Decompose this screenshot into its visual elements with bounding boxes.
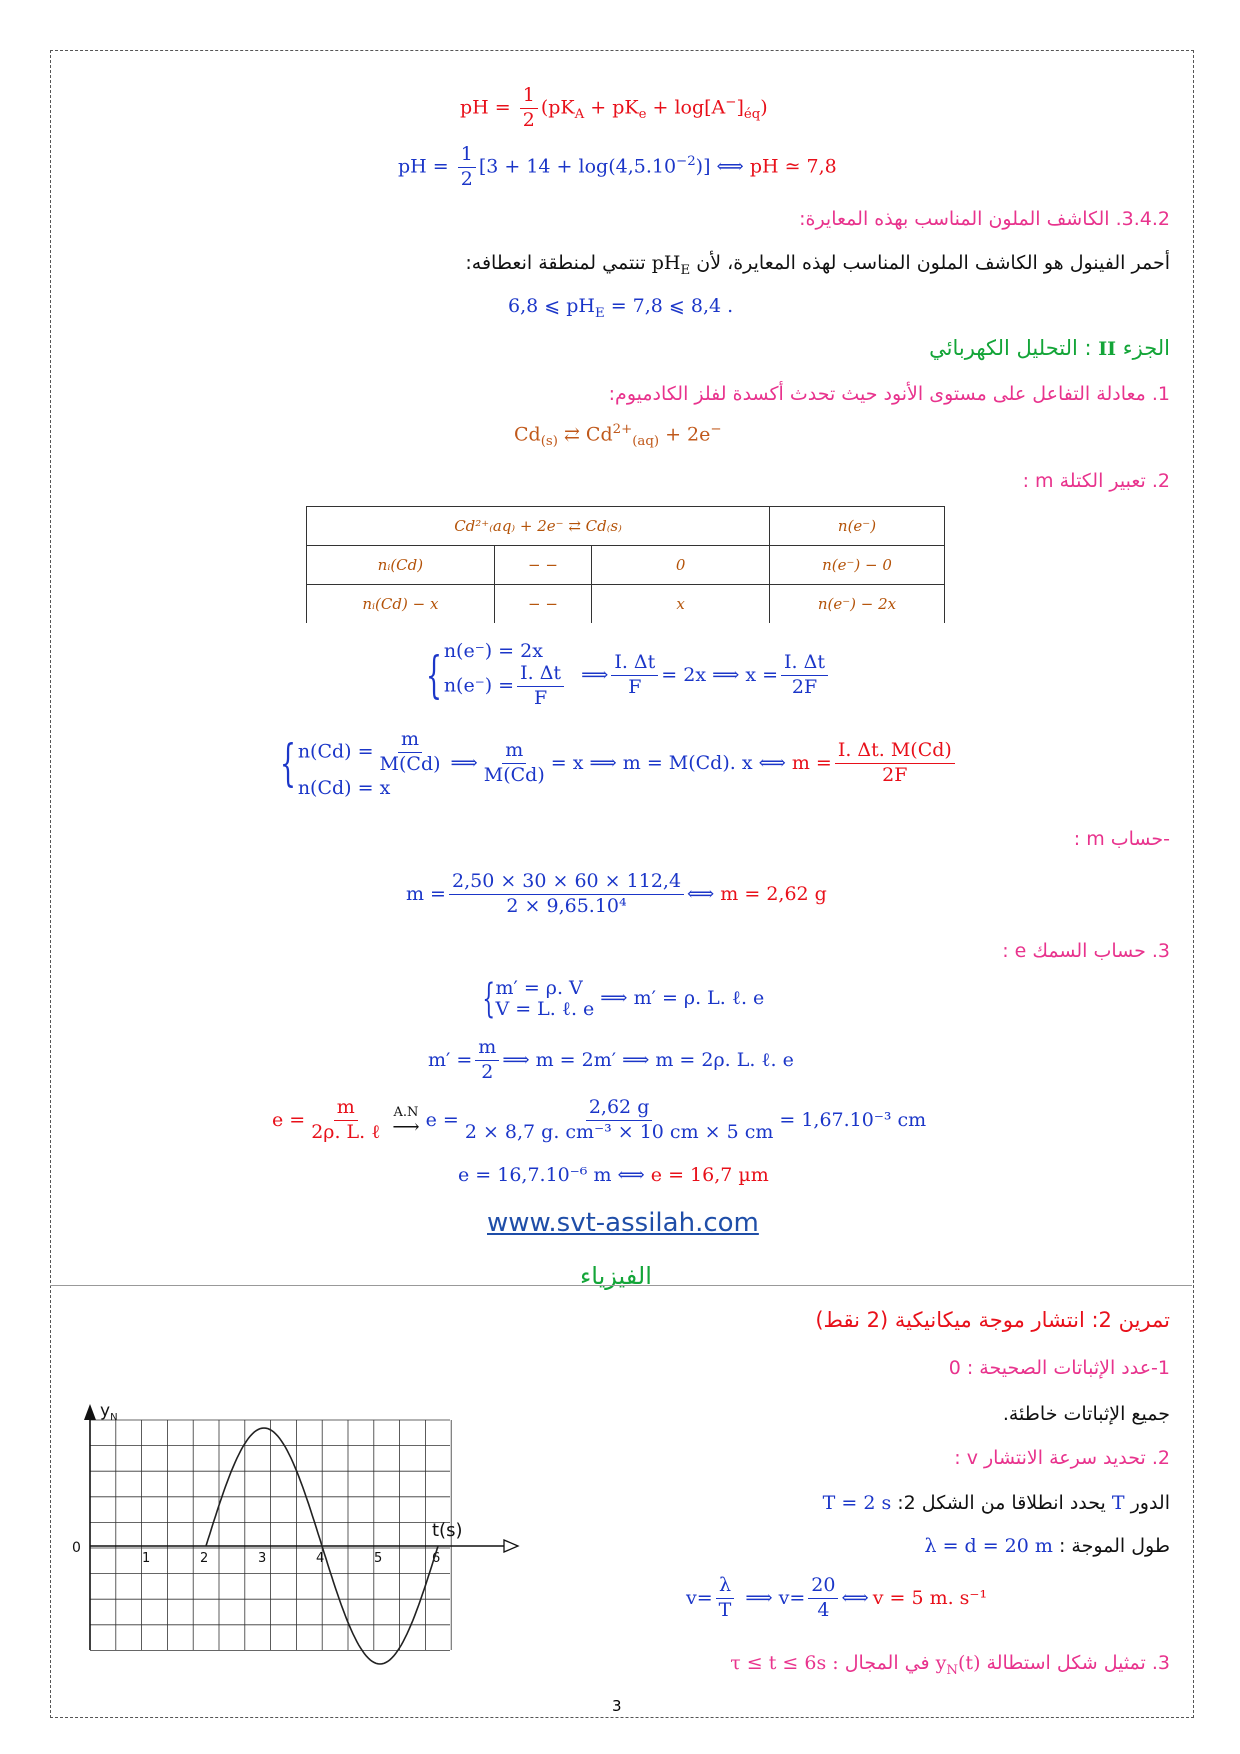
q342-range: 6,8 ⩽ $pH_E = 7,8$ ⩽ 8,4 . <box>508 295 734 321</box>
ex2-q1-answer: جميع الإثباتات خاطئة. <box>1002 1403 1170 1425</box>
graph-grid <box>90 1420 451 1650</box>
q1-equation: $Cd_{(s)}$ ⇄ $Cd^{2+}_{(aq)} + 2e^-$ <box>514 422 722 450</box>
ex2-wavelength: طول الموجة : λ = d = 20 m <box>924 1535 1170 1557</box>
table-cell: − − <box>494 546 591 585</box>
table-header-row <box>307 507 945 546</box>
reaction-table <box>306 506 945 623</box>
table-cell: − − <box>494 585 591 624</box>
tick-label: 6 <box>432 1551 441 1566</box>
origin-label: 0 <box>72 1540 81 1556</box>
table-cell: 0 <box>592 546 770 585</box>
ex2-q1: 1-عدد الإثباتات الصحيحة : 0 <box>948 1357 1170 1379</box>
table-cell: nᵢ(Cd) − x <box>307 585 495 624</box>
thickness-system: { m′ = ρ. V V = L. ℓ. e ⟹ m′ = ρ. L. ℓ. e <box>482 975 765 1022</box>
ex2-q2: 2. تحديد سرعة الانتشار v : <box>954 1447 1170 1469</box>
table-header-equation: Cd²⁺₍aq₎ + 2e⁻ ⇄ Cd₍s₎ <box>307 507 770 546</box>
eq-ph-calc: pH = $\frac{1}{2}$ $[3 + 14 + \log(4,5.10^{-2})]$ ⟺ pH ≃ 7,8 <box>398 143 837 190</box>
ex2-period: الدور T يحدد انطلاقا من الشكل 2: T = 2 s <box>822 1492 1170 1514</box>
table-cell: n(e⁻) − 0 <box>770 546 945 585</box>
thickness-result: e = 16,7.10⁻⁶ m ⟺ e = 16,7 µm <box>458 1164 769 1186</box>
table-cell: nᵢ(Cd) <box>307 546 495 585</box>
system-ncd: { n(Cd) = $\frac{m}{M(Cd)}$ n(Cd) = x ⟹ $\frac{m}{M(Cd)}$ = x ⟹ m = M(Cd). x ⟺ m = $\frac{I. \Delta t. M(Cd)}{2F}$ <box>272 728 958 799</box>
ex2-q3: 3. تمثيل شكل استطالة $y_N(t)$ في المجال τ ≤ t ≤ 6s : <box>730 1652 1170 1678</box>
q342-title: 3.4.2. الكاشف الملون المناسب بهذه المعايرة: <box>799 208 1170 230</box>
ex2-title: تمرين 2: انتشار موجة ميكانيكية (2 نقط) <box>815 1308 1170 1332</box>
part2-title: الجزء II : التحليل الكهربائي <box>929 336 1170 360</box>
table-row <box>307 585 945 624</box>
x-axis-arrow-icon <box>504 1540 518 1552</box>
thickness-mass: m′ = $\frac{m}{2}$ ⟹ m = 2m′ ⟹ m = 2ρ. L. ℓ. e <box>428 1036 794 1083</box>
y-axis-arrow-icon <box>84 1404 96 1420</box>
ex2-speed: v= $\frac{\lambda}{T}$ ⟹ v= $\frac{20}{4}$ ⟺ v = 5 m. s⁻¹ <box>686 1574 988 1621</box>
q1-title: 1. معادلة التفاعل على مستوى الأنود حيث تحدث أكسدة لفلز الكادميوم: <box>608 383 1170 405</box>
table-header-ne: n(e⁻) <box>770 507 945 546</box>
tick-label: 5 <box>374 1551 383 1566</box>
x-axis-label: t(s) <box>432 1520 463 1541</box>
q2-title: 2. تعبير الكتلة m : <box>1022 470 1170 492</box>
q342-text: أحمر الفينول هو الكاشف الملون المناسب لهذه المعايرة، لأن $pH_E$ تنتمي لمنطقة انعطافه: <box>465 252 1170 278</box>
y-axis-label: $y_N$ <box>100 1401 118 1423</box>
page-number: 3 <box>612 1697 622 1715</box>
thickness-formula: e = $\frac{m}{\text{2ρ. L. ℓ}}$ A.N ⟶ e = $\frac{2,62 g}{\text{2 × 8,7 g. cm⁻³ × 10 cm × 5 cm}}$ = 1,67.10⁻³ cm <box>272 1096 927 1143</box>
calc-m: m = $\frac{2,50 \times 30 \times 60 \times 112,4}{\text{2 × 9,65.10⁴}}$ ⟺ m = 2,62 g <box>406 870 827 917</box>
table-row <box>307 546 945 585</box>
wave-graph <box>74 1396 534 1666</box>
table-cell: x <box>592 585 770 624</box>
section-divider <box>50 1285 1192 1286</box>
tick-label: 2 <box>200 1551 209 1566</box>
tick-label: 4 <box>316 1551 325 1566</box>
calc-m-title: -حساب m : <box>1073 828 1170 850</box>
system-ne: { n(e⁻) = 2x n(e⁻) = $\frac{I. \Delta t}{F}$ ⟹ $\frac{I. \Delta t}{F}$ = 2x ⟹ x = $\frac{I. \Delta t}{2F}$ <box>418 640 831 711</box>
q3-title: 3. حساب السمك e : <box>1002 940 1170 962</box>
tick-label: 3 <box>258 1551 267 1566</box>
table-cell: n(e⁻) − 2x <box>770 585 945 624</box>
tick-labels <box>142 1551 440 1566</box>
tick-label: 1 <box>142 1551 151 1566</box>
physics-title: الفيزياء <box>580 1262 652 1290</box>
website-link[interactable]: www.svt-assilah.com <box>487 1208 759 1238</box>
eq-ph-formula: pH = $\frac{1}{2}$ $(pK_A + pK_e + \log[A^-]_{éq})$ <box>460 84 768 131</box>
